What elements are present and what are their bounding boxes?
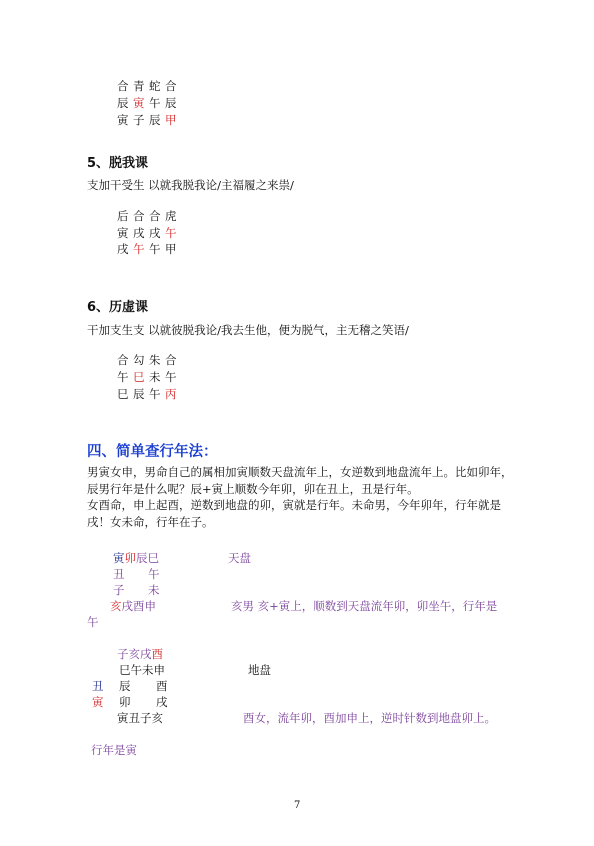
grid-cell: 未 [149,370,161,384]
grid-row [117,78,181,95]
section-4-title: 四、简单查行年法： [87,444,218,460]
diagram-1-note: 亥男 亥+寅上，顺数到天盘流年卯，卯坐午，行年是 [231,599,498,613]
diagram-2-r3-right: 酉 [156,679,168,693]
grid-cell: 甲 [165,113,177,127]
diagram-1-note-cont: 午 [87,615,99,629]
diagram-2-row-2: 巳午未申 [119,663,165,677]
section-6-title: 6、历虚课 [87,300,149,315]
diagram-2-r3-mid: 辰 [119,679,131,693]
diagram-1-right-1: 午 [148,567,160,581]
grid-cell: 午 [149,387,161,401]
section-5-title: 5、脱我课 [87,156,149,171]
grid-cell: 午 [165,225,177,240]
grid-cell: 合 [165,79,177,93]
grid-cell: 寅 [117,225,129,240]
grid-cell: 虎 [165,209,177,223]
grid-row [117,369,181,386]
diagram-2-r4-left: 寅 [92,695,104,709]
diagram-1-top-b: 卯 [124,551,136,565]
diagram-1-top-a: 寅 [113,551,125,565]
diagram-2-row-5: 寅丑子亥 [117,711,163,725]
diagram-1-bot-b: 戌酉申 [121,599,156,613]
diagram-2-tail: 行年是寅 [91,743,137,757]
grid-cell: 辰 [133,387,145,401]
grid-cell: 寅 [133,96,145,110]
diagram-2-label: 地盘 [248,663,271,677]
diagram-2-top-b: 酉 [151,647,163,661]
section-6-desc: 干加支生支 以就彼脱我论/我去生他，便为脱气，主无稽之笑语/ [87,323,409,337]
grid-row [117,208,181,225]
grid-cell: 合 [149,209,161,223]
grid-row [117,241,181,258]
diagram-1-top-c: 辰巳 [136,551,159,565]
diagram-2-note: 酉女，流年卯，酉加申上，逆时针数到地盘卯上。 [243,711,496,725]
grid-cell: 午 [117,370,129,384]
diagram-1-right-2: 未 [148,583,160,597]
grid-cell: 戌 [133,225,145,240]
diagram-2-top-a: 子亥戌 [117,647,152,661]
grid-cell: 朱 [149,353,161,367]
top-grid [117,78,181,129]
section-4-para-2: 女酉命，申上起酉，逆数到地盘的卯，寅就是行年。未命男，今年卯年，行年就是戌！女未命，行年在子。 [87,498,501,529]
grid-cell: 巳 [117,387,129,401]
grid-cell: 戌 [149,225,161,240]
grid-cell: 寅 [117,113,129,127]
grid-cell: 巳 [133,370,145,384]
page-number: 7 [294,800,301,811]
grid-cell: 合 [165,353,177,367]
grid-row [117,386,181,403]
diagram-1-bottom [110,598,156,614]
grid-cell: 甲 [165,242,177,256]
section-4-para-1: 男寅女申，男命自己的属相加寅顺数天盘流年上，女逆数到地盘流年上。比如卯年，辰男行年是什么呢？辰+寅上顺数今年卯，卯在丑上，丑是行年。 [87,465,513,496]
section-5-desc: 支加干受生 以就我脱我论/主福履之来祟/ [87,178,294,192]
grid-cell: 合 [117,353,129,367]
grid-cell: 午 [149,96,161,110]
grid-cell: 午 [133,242,145,256]
grid-row [117,95,181,112]
grid-cell: 青 [133,79,145,93]
grid-row [117,352,181,369]
grid-cell: 戌 [117,242,129,256]
diagram-1-label: 天盘 [228,551,251,565]
grid-cell: 合 [117,79,129,93]
diagram-2-r3-left: 丑 [92,679,104,693]
diagram-2-top [117,646,163,662]
grid-cell: 后 [117,209,129,223]
diagram-1-left-1: 丑 [113,567,125,581]
grid-cell: 合 [133,209,145,223]
diagram-1-top [113,550,159,566]
grid-row [117,225,181,242]
section-5-grid [117,208,181,258]
grid-cell: 午 [149,242,161,256]
diagram-2-r4-right: 戌 [156,695,168,709]
grid-cell: 子 [133,113,145,127]
grid-cell: 辰 [117,96,129,110]
grid-cell: 勾 [133,353,145,367]
grid-cell: 午 [165,370,177,384]
grid-cell: 蛇 [149,79,161,93]
grid-cell: 辰 [165,96,177,110]
section-6-grid [117,352,181,403]
grid-row [117,112,181,129]
grid-cell: 丙 [165,387,177,401]
diagram-2-r4-mid: 卯 [119,695,131,709]
diagram-1-bot-a: 亥 [110,599,122,613]
diagram-1-left-2: 子 [113,583,125,597]
grid-cell: 辰 [149,113,161,127]
